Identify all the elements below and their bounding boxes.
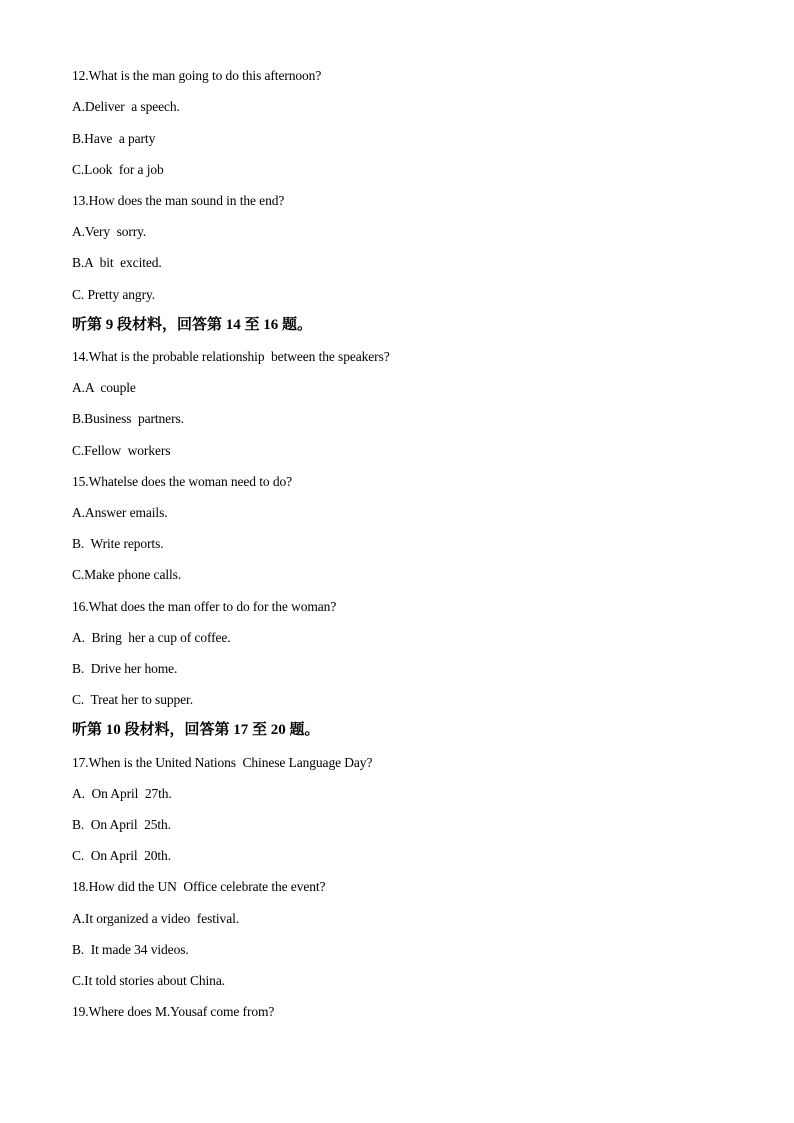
question-19: 19.Where does M.Yousaf come from? [72, 1004, 275, 1019]
option-14-a: A.A couple [72, 380, 136, 395]
option-16-b: B. Drive her home. [72, 661, 178, 676]
option-13-b: B.A bit excited. [72, 255, 162, 270]
option-17-b: B. On April 25th. [72, 817, 171, 832]
question-12: 12.What is the man going to do this afternoon? [72, 68, 322, 83]
option-15-c: C.Make phone calls. [72, 567, 182, 582]
option-14-b: B.Business partners. [72, 411, 184, 426]
option-12-b: B.Have a party [72, 131, 156, 146]
question-15: 15.Whatelse does the woman need to do? [72, 474, 293, 489]
question-14: 14.What is the probable relationship between the speakers? [72, 349, 390, 364]
option-12-c: C.Look for a job [72, 162, 164, 177]
option-18-a: A.It organized a video festival. [72, 911, 240, 926]
option-18-b: B. It made 34 videos. [72, 942, 189, 957]
option-15-a: A.Answer emails. [72, 505, 168, 520]
option-16-a: A. Bring her a cup of coffee. [72, 630, 231, 645]
question-18: 18.How did the UN Office celebrate the event? [72, 879, 326, 894]
option-17-a: A. On April 27th. [72, 786, 172, 801]
option-12-a: A.Deliver a speech. [72, 99, 180, 114]
option-14-c: C.Fellow workers [72, 443, 171, 458]
option-18-c: C.It told stories about China. [72, 973, 225, 988]
option-16-c: C. Treat her to supper. [72, 692, 193, 707]
question-17: 17.When is the United Nations Chinese Language Day? [72, 755, 373, 770]
option-15-b: B. Write reports. [72, 536, 164, 551]
option-13-c: C. Pretty angry. [72, 287, 156, 302]
option-17-c: C. On April 20th. [72, 848, 171, 863]
question-13: 13.How does the man sound in the end? [72, 193, 285, 208]
section-10-heading: 听第 10 段材料，回答第 17 至 20 题。 [72, 722, 320, 738]
question-16: 16.What does the man offer to do for the woman? [72, 599, 337, 614]
option-13-a: A.Very sorry. [72, 224, 147, 239]
section-9-heading: 听第 9 段材料，回答第 14 至 16 题。 [72, 317, 313, 333]
